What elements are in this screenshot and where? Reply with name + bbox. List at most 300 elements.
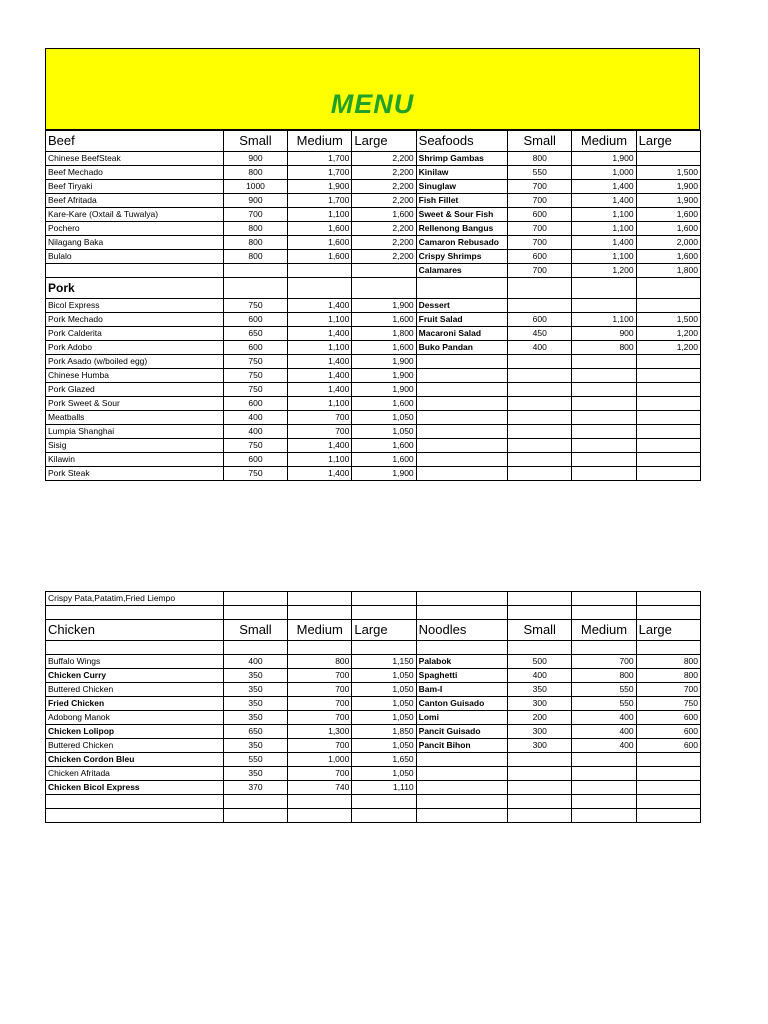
price-medium: 1,400 bbox=[572, 180, 636, 194]
price-small: 350 bbox=[223, 739, 287, 753]
price-large: 1,500 bbox=[636, 166, 700, 180]
price-small: 600 bbox=[223, 453, 287, 467]
price-large: 1,600 bbox=[636, 222, 700, 236]
table-row bbox=[46, 264, 701, 278]
price-large: 800 bbox=[636, 669, 700, 683]
table-row bbox=[46, 397, 701, 411]
table-row bbox=[46, 355, 701, 369]
price-medium: 1,100 bbox=[288, 313, 352, 327]
empty-cell bbox=[508, 411, 572, 425]
empty-cell bbox=[352, 278, 416, 299]
price-small: 700 bbox=[223, 208, 287, 222]
item-name: Camaron Rebusado bbox=[416, 236, 507, 250]
price-large: 2,200 bbox=[352, 222, 416, 236]
price-large: 750 bbox=[636, 697, 700, 711]
price-medium: 1,700 bbox=[288, 166, 352, 180]
item-name: Kilawin bbox=[46, 453, 224, 467]
price-medium: 1,100 bbox=[288, 208, 352, 222]
price-small: 750 bbox=[223, 369, 287, 383]
item-name: Lumpia Shanghai bbox=[46, 425, 224, 439]
price-small: 700 bbox=[508, 194, 572, 208]
empty-cell bbox=[572, 606, 636, 620]
item-name: Buffalo Wings bbox=[46, 655, 224, 669]
empty-cell bbox=[508, 278, 572, 299]
empty-cell bbox=[223, 795, 287, 809]
item-name: Shrimp Gambas bbox=[416, 152, 507, 166]
price-small: 300 bbox=[508, 697, 572, 711]
section-noodles: Noodles bbox=[416, 620, 507, 641]
price-large: 1,900 bbox=[352, 355, 416, 369]
price-large: 2,000 bbox=[636, 236, 700, 250]
item-name: Beef Afritada bbox=[46, 194, 224, 208]
header-small: Small bbox=[223, 131, 287, 152]
header-large: Large bbox=[636, 620, 700, 641]
price-small: 350 bbox=[223, 683, 287, 697]
table-row bbox=[46, 369, 701, 383]
price-small: 700 bbox=[508, 236, 572, 250]
price-medium: 1,600 bbox=[288, 250, 352, 264]
empty-cell bbox=[508, 592, 572, 606]
item-name: Pork Steak bbox=[46, 467, 224, 481]
empty-cell bbox=[572, 641, 636, 655]
empty-cell bbox=[288, 809, 352, 823]
empty-cell bbox=[508, 781, 572, 795]
table-row bbox=[46, 250, 701, 264]
table-row bbox=[46, 697, 701, 711]
table-row bbox=[46, 299, 701, 313]
item-name: Kinilaw bbox=[416, 166, 507, 180]
empty-cell bbox=[352, 606, 416, 620]
price-small: 370 bbox=[223, 781, 287, 795]
menu-table-beef-pork bbox=[45, 130, 701, 481]
empty-cell bbox=[416, 467, 507, 481]
empty-cell bbox=[288, 264, 352, 278]
table-row bbox=[46, 467, 701, 481]
empty-cell bbox=[223, 606, 287, 620]
section-beef: Beef bbox=[46, 131, 224, 152]
empty-cell bbox=[223, 264, 287, 278]
item-name: Canton Guisado bbox=[416, 697, 507, 711]
item-name: Lomi bbox=[416, 711, 507, 725]
item-name: Pork Glazed bbox=[46, 383, 224, 397]
empty-cell bbox=[636, 425, 700, 439]
price-medium: 1,400 bbox=[572, 194, 636, 208]
empty-cell bbox=[636, 453, 700, 467]
price-medium: 550 bbox=[572, 683, 636, 697]
empty-cell bbox=[572, 278, 636, 299]
empty-cell bbox=[508, 397, 572, 411]
price-small: 400 bbox=[223, 411, 287, 425]
price-small: 550 bbox=[508, 166, 572, 180]
table-row bbox=[46, 725, 701, 739]
price-small: 300 bbox=[508, 725, 572, 739]
price-small: 750 bbox=[223, 299, 287, 313]
price-small: 200 bbox=[508, 711, 572, 725]
price-large: 2,200 bbox=[352, 180, 416, 194]
table-row bbox=[46, 767, 701, 781]
table-row bbox=[46, 222, 701, 236]
empty-cell bbox=[352, 264, 416, 278]
price-medium: 1,400 bbox=[288, 369, 352, 383]
empty-cell bbox=[288, 278, 352, 299]
price-medium: 1,400 bbox=[288, 467, 352, 481]
section-pork: Pork bbox=[46, 278, 224, 299]
item-name: Pancit Guisado bbox=[416, 725, 507, 739]
table-row bbox=[46, 208, 701, 222]
price-medium: 1,100 bbox=[572, 208, 636, 222]
price-large: 1,600 bbox=[636, 250, 700, 264]
price-large: 1,050 bbox=[352, 739, 416, 753]
price-small: 350 bbox=[223, 711, 287, 725]
item-name: Pork Mechado bbox=[46, 313, 224, 327]
price-small: 400 bbox=[223, 655, 287, 669]
empty-cell bbox=[508, 795, 572, 809]
empty-cell bbox=[46, 809, 224, 823]
price-large: 2,200 bbox=[352, 166, 416, 180]
empty-cell bbox=[46, 795, 224, 809]
empty-cell bbox=[223, 278, 287, 299]
empty-cell bbox=[416, 355, 507, 369]
item-name: Sisig bbox=[46, 439, 224, 453]
empty-cell bbox=[416, 641, 507, 655]
header-small: Small bbox=[223, 620, 287, 641]
empty-cell bbox=[572, 453, 636, 467]
empty-cell bbox=[508, 753, 572, 767]
empty-cell bbox=[416, 453, 507, 467]
item-name: Chicken Bicol Express bbox=[46, 781, 224, 795]
item-name: Chicken Curry bbox=[46, 669, 224, 683]
price-large: 1,050 bbox=[352, 411, 416, 425]
empty-cell bbox=[636, 467, 700, 481]
price-medium: 1,300 bbox=[288, 725, 352, 739]
price-large: 1,900 bbox=[352, 369, 416, 383]
table-row bbox=[46, 194, 701, 208]
price-medium: 700 bbox=[288, 683, 352, 697]
empty-cell bbox=[572, 425, 636, 439]
price-large: 1,900 bbox=[352, 467, 416, 481]
price-small: 800 bbox=[508, 152, 572, 166]
item-name: Buttered Chicken bbox=[46, 739, 224, 753]
table-row bbox=[46, 327, 701, 341]
price-medium: 1,100 bbox=[572, 250, 636, 264]
table-row bbox=[46, 131, 701, 152]
empty-cell bbox=[636, 411, 700, 425]
table-row bbox=[46, 180, 701, 194]
empty-cell bbox=[352, 809, 416, 823]
empty-cell bbox=[572, 411, 636, 425]
price-medium: 1,400 bbox=[288, 383, 352, 397]
price-small: 400 bbox=[223, 425, 287, 439]
price-small: 800 bbox=[223, 166, 287, 180]
empty-cell bbox=[572, 767, 636, 781]
empty-cell bbox=[636, 606, 700, 620]
price-large: 1,500 bbox=[636, 313, 700, 327]
price-medium: 800 bbox=[572, 341, 636, 355]
empty-cell bbox=[288, 592, 352, 606]
menu-title: MENU bbox=[330, 89, 415, 119]
item-name: Kare-Kare (Oxtail & Tuwalya) bbox=[46, 208, 224, 222]
price-large: 1,900 bbox=[352, 299, 416, 313]
item-name: Chinese Humba bbox=[46, 369, 224, 383]
empty-cell bbox=[572, 809, 636, 823]
price-large: 1,600 bbox=[352, 341, 416, 355]
price-large: 1,050 bbox=[352, 767, 416, 781]
price-small: 350 bbox=[223, 669, 287, 683]
empty-cell bbox=[416, 606, 507, 620]
price-large bbox=[636, 152, 700, 166]
header-large: Large bbox=[352, 131, 416, 152]
price-small: 750 bbox=[223, 467, 287, 481]
item-name: Chicken Cordon Bleu bbox=[46, 753, 224, 767]
price-small: 600 bbox=[508, 208, 572, 222]
price-medium: 1,400 bbox=[288, 439, 352, 453]
price-large: 1,600 bbox=[352, 208, 416, 222]
price-medium: 400 bbox=[572, 725, 636, 739]
price-large: 1,900 bbox=[352, 383, 416, 397]
item-name: Buttered Chicken bbox=[46, 683, 224, 697]
empty-cell bbox=[416, 369, 507, 383]
table-row bbox=[46, 152, 701, 166]
price-large: 1,800 bbox=[636, 264, 700, 278]
empty-cell bbox=[416, 383, 507, 397]
price-large: 2,200 bbox=[352, 194, 416, 208]
price-medium: 1,700 bbox=[288, 194, 352, 208]
item-name: Meatballs bbox=[46, 411, 224, 425]
price-small: 800 bbox=[223, 222, 287, 236]
price-small: 700 bbox=[508, 222, 572, 236]
price-small: 550 bbox=[223, 753, 287, 767]
empty-cell bbox=[508, 767, 572, 781]
empty-cell bbox=[636, 383, 700, 397]
table-row bbox=[46, 739, 701, 753]
price-medium: 700 bbox=[288, 411, 352, 425]
price-medium: 700 bbox=[288, 711, 352, 725]
price-large: 1,600 bbox=[352, 439, 416, 453]
price-small: 750 bbox=[223, 439, 287, 453]
price-small: 750 bbox=[223, 355, 287, 369]
empty-cell bbox=[572, 299, 636, 313]
price-medium: 740 bbox=[288, 781, 352, 795]
empty-cell bbox=[416, 795, 507, 809]
table-row bbox=[46, 383, 701, 397]
table-row bbox=[46, 683, 701, 697]
empty-cell bbox=[636, 439, 700, 453]
price-medium: 400 bbox=[572, 739, 636, 753]
empty-cell bbox=[416, 592, 507, 606]
section-dessert: Dessert bbox=[416, 299, 507, 313]
section-crispy-pata: Crispy Pata,Patatim,Fried Liempo bbox=[46, 592, 224, 606]
table-row bbox=[46, 592, 701, 606]
price-small: 600 bbox=[223, 397, 287, 411]
price-medium: 700 bbox=[572, 655, 636, 669]
empty-cell bbox=[636, 641, 700, 655]
empty-cell bbox=[636, 809, 700, 823]
empty-cell bbox=[352, 795, 416, 809]
item-name: Beef Mechado bbox=[46, 166, 224, 180]
table-row bbox=[46, 606, 701, 620]
table-row bbox=[46, 411, 701, 425]
header-medium: Medium bbox=[572, 131, 636, 152]
price-small: 750 bbox=[223, 383, 287, 397]
empty-cell bbox=[416, 425, 507, 439]
price-medium: 700 bbox=[288, 669, 352, 683]
item-name: Sinuglaw bbox=[416, 180, 507, 194]
price-small: 600 bbox=[223, 341, 287, 355]
empty-cell bbox=[416, 278, 507, 299]
item-name: Pochero bbox=[46, 222, 224, 236]
empty-cell bbox=[288, 606, 352, 620]
price-small: 600 bbox=[508, 250, 572, 264]
price-medium: 1,000 bbox=[288, 753, 352, 767]
price-large: 1,050 bbox=[352, 697, 416, 711]
empty-cell bbox=[508, 453, 572, 467]
table-row bbox=[46, 795, 701, 809]
price-medium: 700 bbox=[288, 425, 352, 439]
price-medium: 1,200 bbox=[572, 264, 636, 278]
table-row bbox=[46, 641, 701, 655]
price-small: 600 bbox=[508, 313, 572, 327]
price-small: 900 bbox=[223, 152, 287, 166]
price-small: 350 bbox=[223, 767, 287, 781]
empty-cell bbox=[572, 781, 636, 795]
price-medium: 550 bbox=[572, 697, 636, 711]
header-medium: Medium bbox=[288, 620, 352, 641]
price-large: 1,600 bbox=[352, 453, 416, 467]
item-name: Adobong Manok bbox=[46, 711, 224, 725]
empty-cell bbox=[288, 795, 352, 809]
price-medium: 1,700 bbox=[288, 152, 352, 166]
item-name: Calamares bbox=[416, 264, 507, 278]
item-name: Beef Tiryaki bbox=[46, 180, 224, 194]
price-large: 2,200 bbox=[352, 236, 416, 250]
empty-cell bbox=[572, 439, 636, 453]
header-medium: Medium bbox=[572, 620, 636, 641]
price-medium: 1,100 bbox=[288, 397, 352, 411]
empty-cell bbox=[46, 606, 224, 620]
price-medium: 1,100 bbox=[572, 222, 636, 236]
price-small: 400 bbox=[508, 669, 572, 683]
price-medium: 1,100 bbox=[572, 313, 636, 327]
price-medium: 1,900 bbox=[572, 152, 636, 166]
price-small: 450 bbox=[508, 327, 572, 341]
empty-cell bbox=[288, 641, 352, 655]
empty-cell bbox=[636, 299, 700, 313]
price-medium: 1,400 bbox=[572, 236, 636, 250]
table-row bbox=[46, 655, 701, 669]
empty-cell bbox=[508, 467, 572, 481]
price-medium: 700 bbox=[288, 767, 352, 781]
price-small: 900 bbox=[223, 194, 287, 208]
header-medium: Medium bbox=[288, 131, 352, 152]
empty-cell bbox=[636, 781, 700, 795]
price-medium: 400 bbox=[572, 711, 636, 725]
empty-cell bbox=[352, 641, 416, 655]
price-large: 1,150 bbox=[352, 655, 416, 669]
table-row bbox=[46, 453, 701, 467]
empty-cell bbox=[572, 467, 636, 481]
menu-table-chicken-noodles bbox=[45, 591, 701, 823]
empty-cell bbox=[416, 781, 507, 795]
price-medium: 700 bbox=[288, 697, 352, 711]
price-large: 2,200 bbox=[352, 152, 416, 166]
empty-cell bbox=[508, 299, 572, 313]
empty-cell bbox=[636, 278, 700, 299]
empty-cell bbox=[508, 606, 572, 620]
price-small: 350 bbox=[508, 683, 572, 697]
price-small: 1000 bbox=[223, 180, 287, 194]
item-name: Buko Pandan bbox=[416, 341, 507, 355]
price-small: 650 bbox=[223, 725, 287, 739]
price-medium: 1,100 bbox=[288, 341, 352, 355]
empty-cell bbox=[223, 592, 287, 606]
price-small: 300 bbox=[508, 739, 572, 753]
price-medium: 700 bbox=[288, 739, 352, 753]
price-small: 700 bbox=[508, 180, 572, 194]
empty-cell bbox=[572, 795, 636, 809]
item-name: Pork Calderita bbox=[46, 327, 224, 341]
table-row bbox=[46, 425, 701, 439]
item-name: Macaroni Salad bbox=[416, 327, 507, 341]
section-chicken: Chicken bbox=[46, 620, 224, 641]
item-name: Sweet & Sour Fish bbox=[416, 208, 507, 222]
price-large: 1,050 bbox=[352, 425, 416, 439]
item-name: Pork Adobo bbox=[46, 341, 224, 355]
section-seafoods: Seafoods bbox=[416, 131, 507, 152]
item-name: Fish Fillet bbox=[416, 194, 507, 208]
price-large: 1,110 bbox=[352, 781, 416, 795]
empty-cell bbox=[636, 753, 700, 767]
empty-cell bbox=[572, 753, 636, 767]
price-medium: 1,400 bbox=[288, 299, 352, 313]
price-large: 1,650 bbox=[352, 753, 416, 767]
price-medium: 1,000 bbox=[572, 166, 636, 180]
empty-cell bbox=[636, 369, 700, 383]
empty-cell bbox=[416, 439, 507, 453]
price-medium: 900 bbox=[572, 327, 636, 341]
empty-cell bbox=[223, 809, 287, 823]
empty-cell bbox=[508, 809, 572, 823]
empty-cell bbox=[572, 592, 636, 606]
price-large: 1,900 bbox=[636, 180, 700, 194]
item-name: Chicken Lolipop bbox=[46, 725, 224, 739]
price-medium: 1,900 bbox=[288, 180, 352, 194]
price-large: 1,600 bbox=[636, 208, 700, 222]
price-small: 600 bbox=[223, 313, 287, 327]
price-small: 700 bbox=[508, 264, 572, 278]
table-row bbox=[46, 278, 701, 299]
table-row bbox=[46, 669, 701, 683]
price-large: 1,200 bbox=[636, 327, 700, 341]
empty-cell bbox=[46, 641, 224, 655]
item-name: Bicol Express bbox=[46, 299, 224, 313]
empty-cell bbox=[636, 592, 700, 606]
empty-cell bbox=[636, 397, 700, 411]
price-small: 800 bbox=[223, 236, 287, 250]
price-large: 1,050 bbox=[352, 711, 416, 725]
item-name: Chinese BeefSteak bbox=[46, 152, 224, 166]
item-name: Chicken Afritada bbox=[46, 767, 224, 781]
empty-cell bbox=[416, 411, 507, 425]
item-name: Pork Asado (w/boiled egg) bbox=[46, 355, 224, 369]
header-small: Small bbox=[508, 620, 572, 641]
price-small: 500 bbox=[508, 655, 572, 669]
empty-cell bbox=[416, 397, 507, 411]
table-row bbox=[46, 313, 701, 327]
price-medium: 1,600 bbox=[288, 236, 352, 250]
price-medium: 800 bbox=[288, 655, 352, 669]
empty-cell bbox=[508, 425, 572, 439]
price-large: 2,200 bbox=[352, 250, 416, 264]
